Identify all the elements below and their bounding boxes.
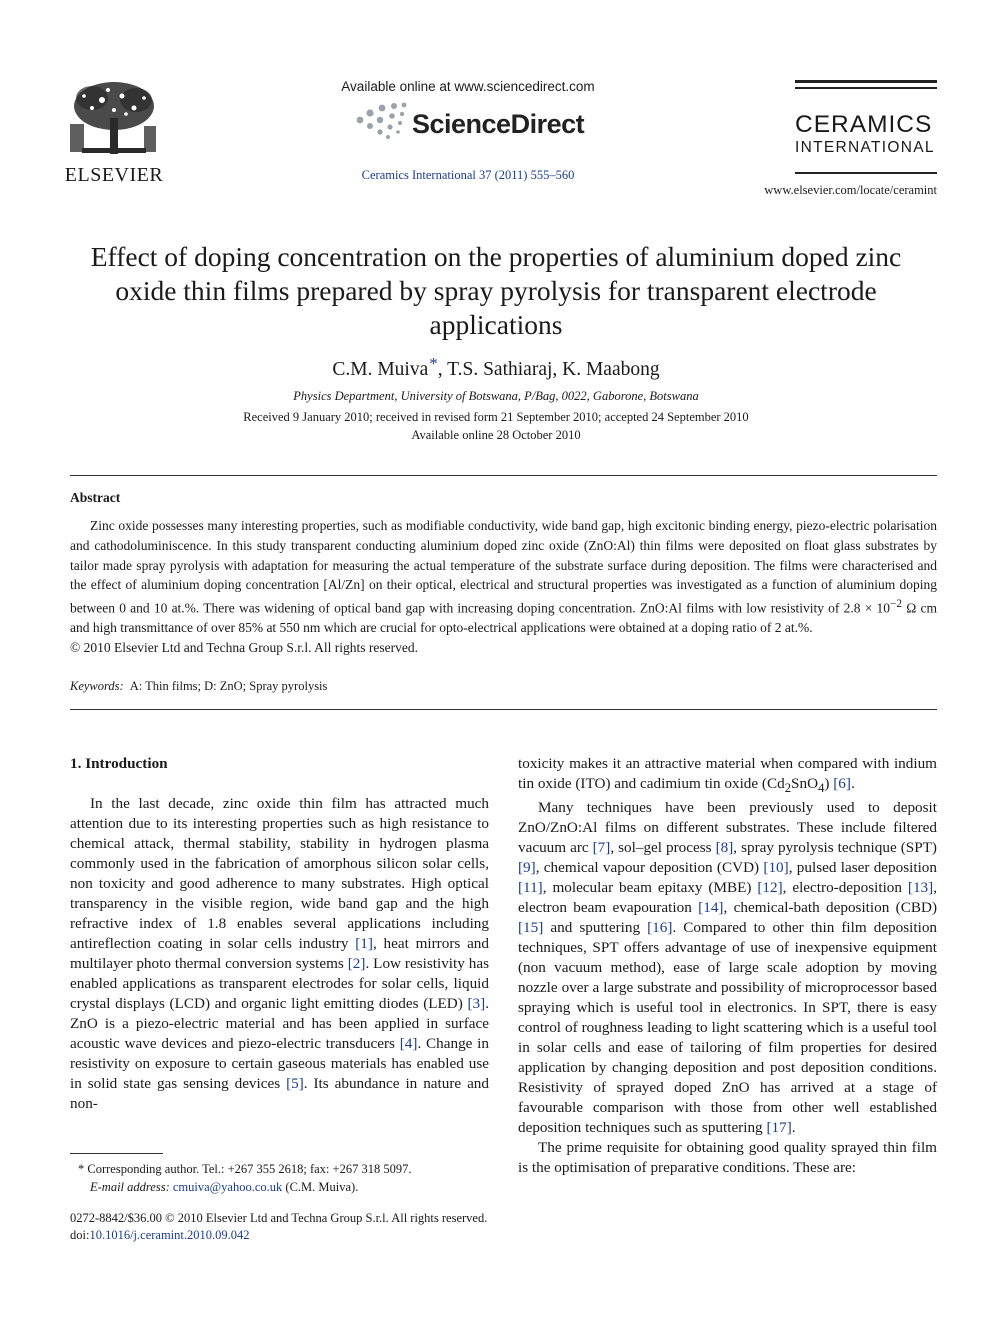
abstract-body xyxy=(70,516,937,658)
citation-link[interactable]: [12] xyxy=(757,879,783,897)
masthead-rule xyxy=(795,80,937,83)
keywords-text: A: Thin films; D: ZnO; Spray pyrolysis xyxy=(129,679,328,693)
bottom-info xyxy=(70,1210,487,1244)
citation-link[interactable]: [1] xyxy=(355,935,373,952)
article-title: Effect of doping concentration on the properties of aluminium doped zinc oxide thin films prepared by spray pyrolysis for transparent electrode applications xyxy=(90,241,902,340)
journal-masthead xyxy=(795,80,937,156)
online-date: Available online 28 October 2010 xyxy=(411,428,581,442)
journal-name-line1: CERAMICS xyxy=(795,110,933,138)
keywords-label: Keywords: xyxy=(70,679,124,693)
journal-url[interactable]: www.elsevier.com/locate/ceramint xyxy=(764,183,937,197)
intro-paragraph-1: In the last decade, zinc oxide thin film has attracted much attention due to its interesting properties such as high resistance to chemical attack, thermal stability, stability in hydrogen plasma commonly used in the fabrication of amorphous silicon solar cells, non toxicity and good adherence to many substrates. High optical transparency in the visible region, wide band gap and the high refractive index of 1.8 enables several applications including antireflection coating in solar cells industry [1], heat mirrors and multilayer photo thermal conversion systems [2]. Low resistivity has enabled applications as transparent electrodes for solar cells, liquid crystal displays (LCD) and organic light emitting diodes (LED) [3]. ZnO is a piezo-electric material and has been applied in surface acoustic wave devices and piezo-electric transducers [4]. Change in resistivity on exposure to certain gaseous materials has enabled use in solid state gas sensing devices [5]. Its abundance in nature and non- xyxy=(70,795,489,1112)
intro-paragraph-1-cont: toxicity makes it an attractive material when compared with indium tin oxide (ITO) and cadimium tin oxide $(Cd_2SnO_4)$ [6]. xyxy=(518,755,937,796)
doi-line: doi:10.1016/j.ceramint.2010.09.042 xyxy=(70,1228,250,1242)
citation-link[interactable]: [14] xyxy=(698,899,724,917)
citation-link[interactable]: [7] xyxy=(592,839,611,857)
journal-reference-link[interactable]: Ceramics International 37 (2011) 555–560 xyxy=(361,168,575,182)
abstract-heading: Abstract xyxy=(70,490,121,505)
corresponding-author-mark[interactable]: * xyxy=(429,354,438,373)
masthead-bottom-rule xyxy=(795,172,937,174)
citation-link[interactable]: [10] xyxy=(763,859,789,877)
author-lead: C.M. Muiva xyxy=(332,359,429,380)
citation-link[interactable]: [15] xyxy=(518,919,544,937)
intro-paragraph-2: Many techniques have been previously used to deposit ZnO/ZnO:Al films on different substrates. These include filtered vacuum arc [7], sol–gel process [8], spray pyrolysis technique (SPT) [9], chemical vapour deposition (CVD) [10], pulsed laser deposition [11], molecular beam epitaxy (MBE) [12], electro-deposition [13], electron beam evapouration [14], chemical-bath deposition (CBD) [15] and sputtering [16]. Compared to other thin film deposition techniques, SPT offers advantage of use of inexpensive equipment (non vacuum method), ease of large scale adoption by moving nozzle over a large substrate and possibility of microprocessor based spraying which is useful tool in electronics. In SPT, there is easy control of roughness leading to light scattering which is a useful tool in solar cells and ease of tailoring of film properties for desired application by changing deposition and post deposition conditions. Resistivity of sprayed doped ZnO has arrived at a stage of favourable comparison with those from other well established deposition techniques such as sputtering [17]. xyxy=(518,799,938,1137)
abstract-text-b: Ω cm and high transmittance of over 85% at 550 nm which are crucial for opto-electrical applications were obtained at a doping ratio of 2 at.%. xyxy=(70,600,937,636)
received-dates: Received 9 January 2010; received in revised form 21 September 2010; accepted 24 September 2010 xyxy=(243,410,749,424)
citation-link[interactable]: [8] xyxy=(715,839,734,857)
email-link[interactable]: cmuiva@yahoo.co.uk xyxy=(172,1180,283,1194)
body-column-left xyxy=(70,754,489,1114)
masthead-rule-thin xyxy=(795,87,937,89)
sciencedirect-dots-icon xyxy=(352,102,412,142)
author-list xyxy=(90,354,902,381)
available-online: Available online at www.sciencedirect.com xyxy=(341,79,595,94)
publisher-name: ELSEVIER xyxy=(64,164,164,186)
abstract-text-a: Zinc oxide possesses many interesting properties, such as modifiable conductivity, wide band gap, high excitonic binding energy, piezo-electric polarisation and cathodoluminiscence. In this study transparent conducting aluminium doped zinc oxide (ZnO:Al) thin films were deposited on float glass substrates by tailor made spray pyrolysis with adaptation for measuring the actual temperature of the substrate surface during deposition. The films were characterised and the effect of aluminium doping concentration [Al/Zn] on their optical, electrical and structural properties was investigated as a function of aluminium doping between 0 and 10 at.%. There was widening of optical band gap with increasing doping concentration. ZnO:Al films with low resistivity of 2.8 × 10 xyxy=(70,518,937,616)
footnote-email-line: E-mail address: cmuiva@yahoo.co.uk (C.M. Muiva). xyxy=(90,1180,359,1194)
keywords xyxy=(70,679,327,694)
citation-link[interactable]: [17] xyxy=(766,1119,792,1137)
sciencedirect-logo[interactable] xyxy=(352,102,592,146)
citation-link[interactable]: [9] xyxy=(518,859,536,877)
divider-top xyxy=(70,475,937,476)
affiliation: Physics Department, University of Botswana, P/Bag, 0022, Gaborone, Botswana xyxy=(293,389,699,403)
issn-line: 0272-8842/$36.00 © 2010 Elsevier Ltd and Techna Group S.r.l. All rights reserved. xyxy=(70,1211,488,1225)
citation-link[interactable]: [13] xyxy=(907,879,934,897)
journal-name-line2: INTERNATIONAL xyxy=(795,139,935,156)
author-rest: , T.S. Sathiaraj, K. Maabong xyxy=(437,359,660,380)
abstract-copyright: © 2010 Elsevier Ltd and Techna Group S.r.l. All rights reserved. xyxy=(70,640,418,656)
citation-link[interactable]: [11] xyxy=(518,879,543,897)
citation-link[interactable]: [2] xyxy=(347,955,366,972)
citation-link[interactable]: [16] xyxy=(647,919,673,937)
citation-link[interactable]: [6] xyxy=(833,775,851,792)
elsevier-logo xyxy=(62,78,166,187)
footnote-rule xyxy=(70,1153,163,1154)
abstract-exponent: −2 xyxy=(890,598,903,611)
footnote-email-label: E-mail address: xyxy=(90,1180,170,1194)
divider-bottom xyxy=(70,709,937,710)
footnote xyxy=(70,1160,489,1196)
body-column-right xyxy=(518,754,937,1178)
intro-paragraph-3: The prime requisite for obtaining good quality sprayed thin film is the optimisation of preparative conditions. These are: xyxy=(518,1139,937,1177)
citation-link[interactable]: [4] xyxy=(399,1035,418,1052)
sciencedirect-wordmark: ScienceDirect xyxy=(412,109,585,139)
citation-link[interactable]: [3] xyxy=(467,995,486,1012)
doi-link[interactable]: 10.1016/j.ceramint.2010.09.042 xyxy=(89,1228,250,1242)
footnote-corresponding: * Corresponding author. Tel.: +267 355 2618; fax: +267 318 5097. xyxy=(78,1162,412,1176)
citation-link[interactable]: [5] xyxy=(286,1075,304,1092)
section-heading-introduction: 1. Introduction xyxy=(70,755,168,772)
elsevier-tree-icon xyxy=(62,78,166,162)
